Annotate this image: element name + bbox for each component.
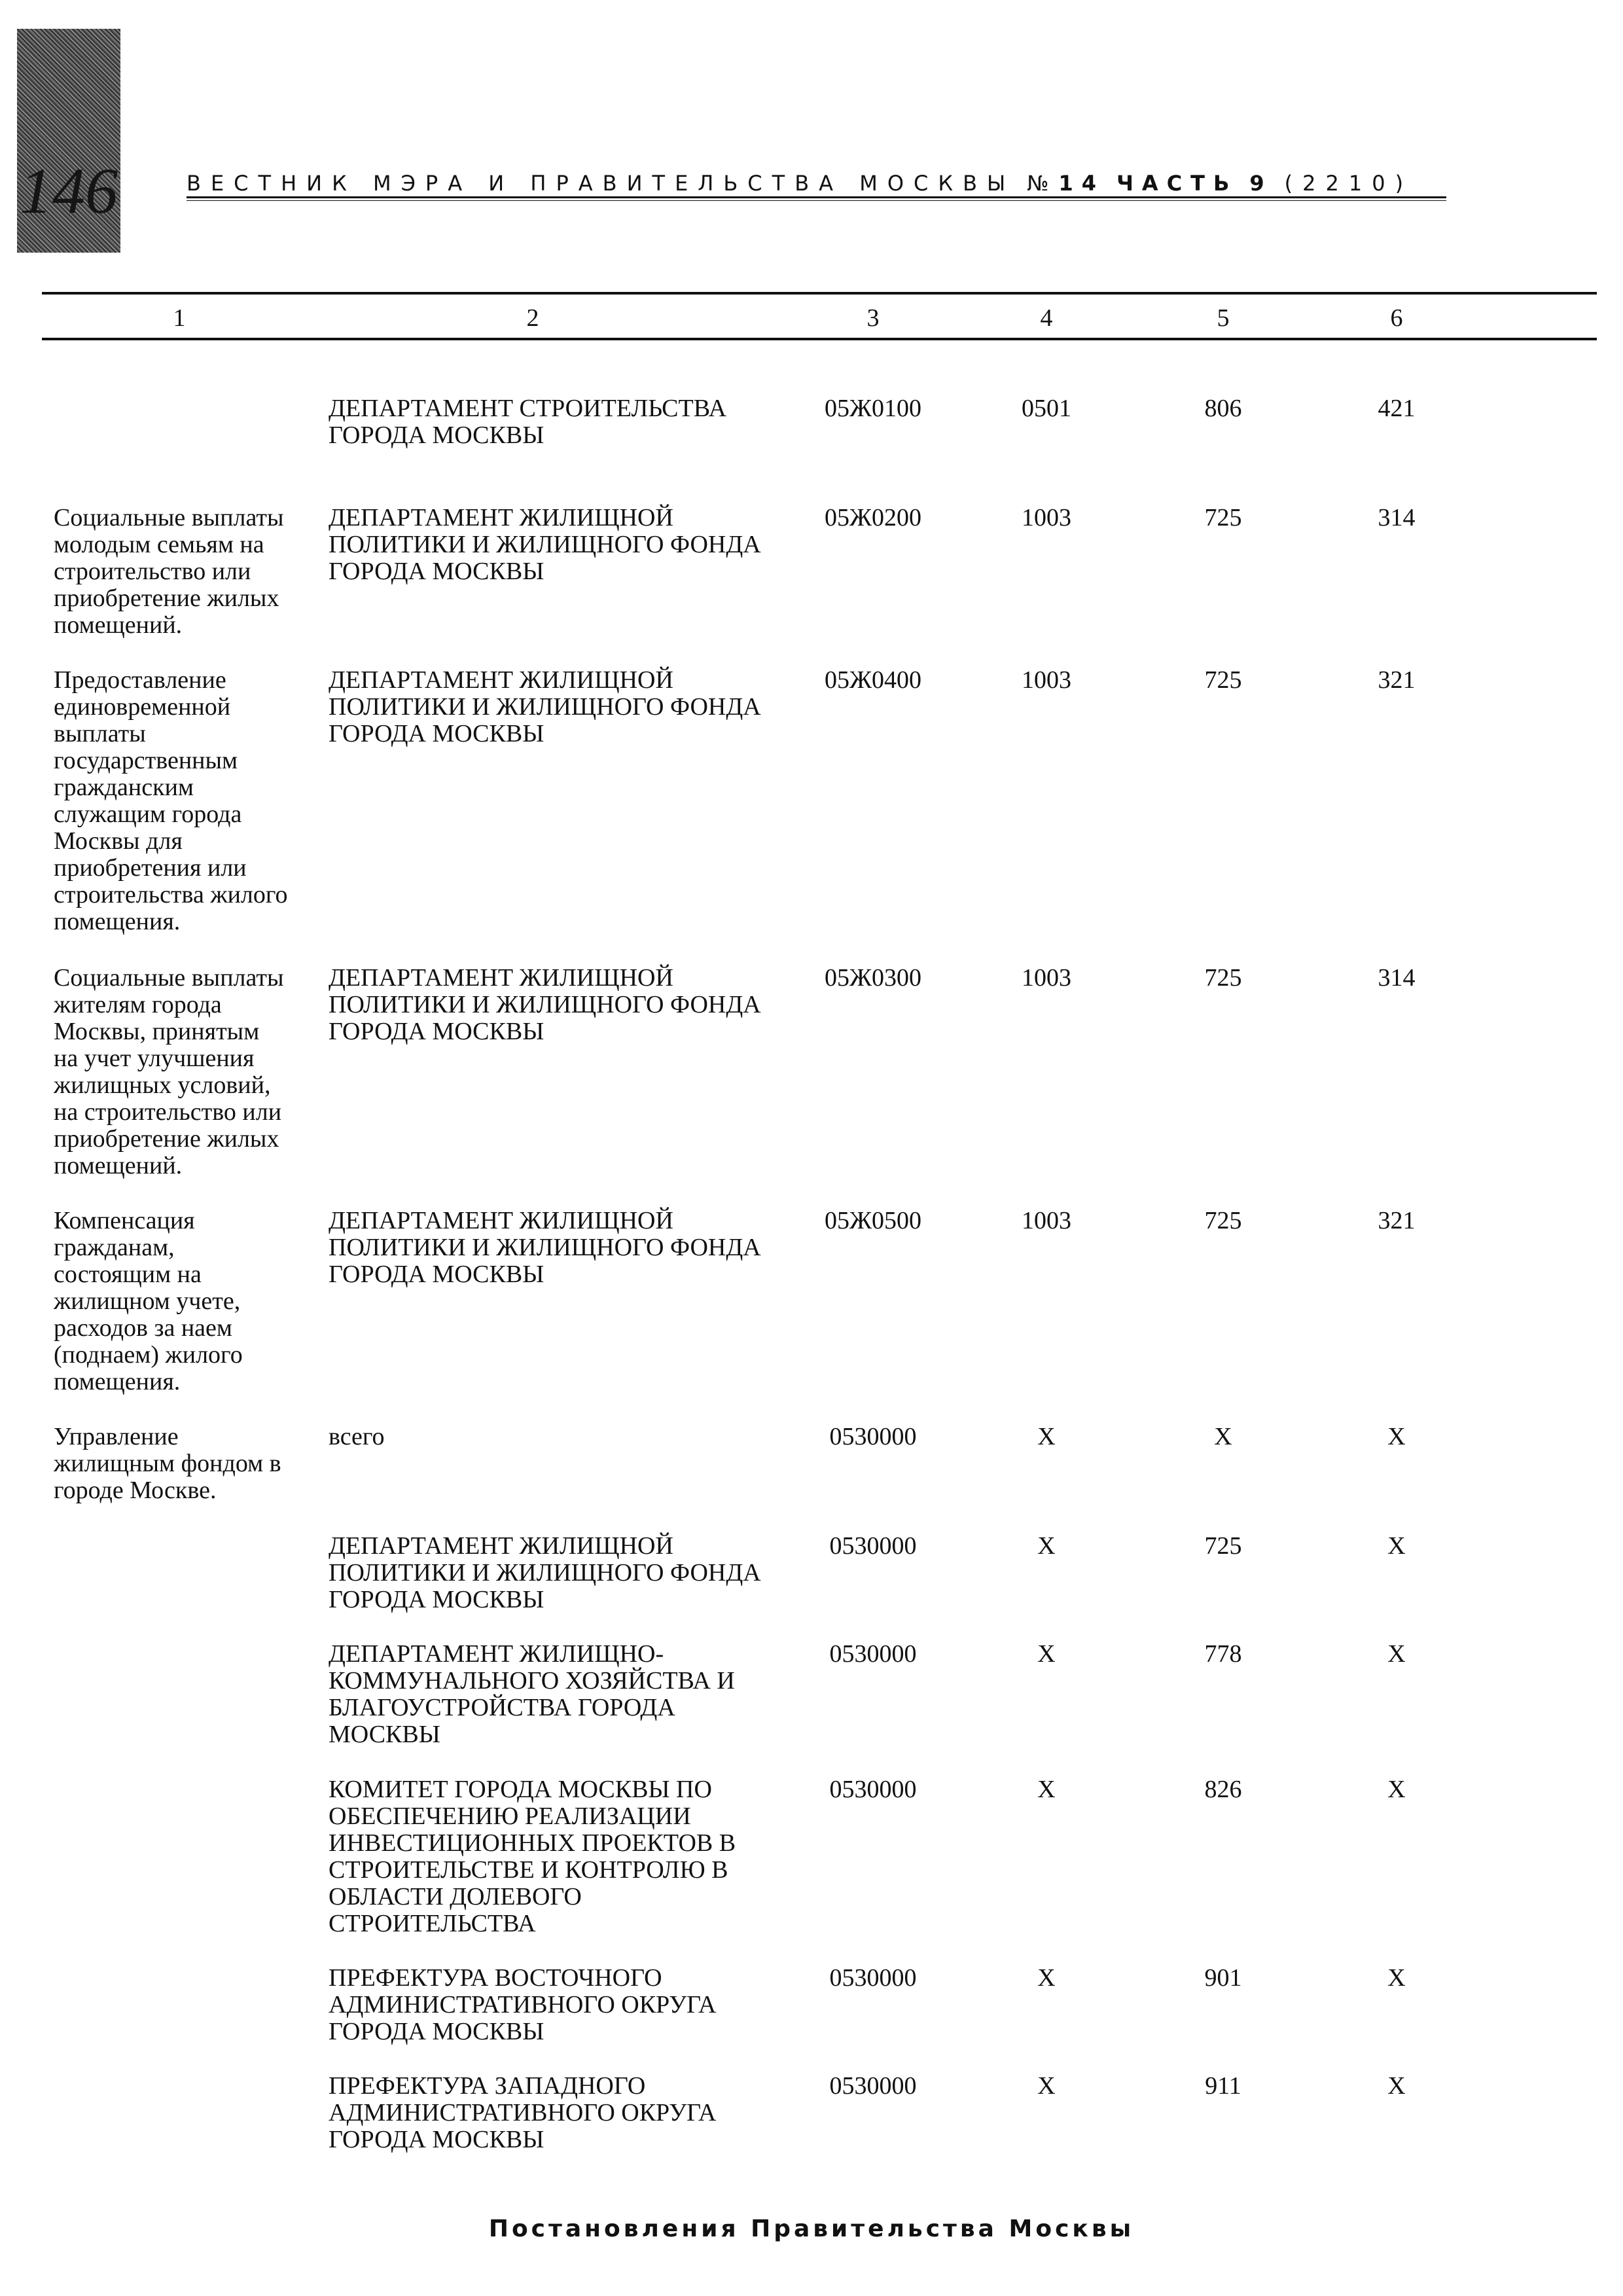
row-target-code: 0530000 xyxy=(829,2072,917,2100)
row-agency: ПРЕФЕКТУРА ЗАПАДНОГО АДМИНИСТРАТИВНОГО ОКРУГА ГОРОДА МОСКВЫ xyxy=(329,2072,717,2153)
page-number-block xyxy=(17,29,120,253)
row-purpose: Социальные выплаты молодым семьям на строительство или приобретение жилых помещений. xyxy=(54,504,284,639)
row-expense-type: 321 xyxy=(1378,1207,1416,1234)
masthead-title: ВЕСТНИК МЭРА И ПРАВИТЕЛЬСТВА МОСКВЫ xyxy=(187,171,1016,196)
table-header xyxy=(42,292,1597,340)
row-section-code: X xyxy=(1037,1964,1056,1992)
row-ministry-code: 725 xyxy=(1204,1532,1242,1560)
row-ministry-code: 901 xyxy=(1204,1964,1242,1992)
column-header-4: 4 xyxy=(1040,304,1053,332)
row-purpose: Социальные выплаты жителям города Москвы, принятым на учет улучшения жилищных условий, на строительство или приобретение жилых помещений. xyxy=(54,964,284,1179)
row-purpose: Управление жилищным фондом в городе Москве. xyxy=(54,1423,281,1504)
row-ministry-code: 725 xyxy=(1204,504,1242,531)
row-target-code: 05Ж0100 xyxy=(824,395,922,422)
masthead-number-sign: № xyxy=(1027,171,1059,196)
row-section-code: 1003 xyxy=(1022,964,1071,992)
row-agency: ДЕПАРТАМЕНТ СТРОИТЕЛЬСТВА ГОРОДА МОСКВЫ xyxy=(329,395,727,449)
row-expense-type: 314 xyxy=(1378,504,1416,531)
row-agency: ДЕПАРТАМЕНТ ЖИЛИЩНО-КОММУНАЛЬНОГО ХОЗЯЙСТВА И БЛАГОУСТРОЙСТВА ГОРОДА МОСКВЫ xyxy=(329,1640,735,1748)
row-ministry-code: 725 xyxy=(1204,1207,1242,1234)
row-section-code: 1003 xyxy=(1022,666,1071,694)
row-agency: ДЕПАРТАМЕНТ ЖИЛИЩНОЙ ПОЛИТИКИ И ЖИЛИЩНОГО ФОНДА ГОРОДА МОСКВЫ xyxy=(329,964,761,1045)
column-header-3: 3 xyxy=(866,304,880,332)
row-expense-type: 314 xyxy=(1378,964,1416,992)
row-agency: ДЕПАРТАМЕНТ ЖИЛИЩНОЙ ПОЛИТИКИ И ЖИЛИЩНОГО ФОНДА ГОРОДА МОСКВЫ xyxy=(329,666,761,747)
row-purpose: Предоставление единовременной выплаты государственным гражданским служащим города Москвы для приобретения или строительства жилого помещения. xyxy=(54,666,288,935)
row-ministry-code: 725 xyxy=(1204,964,1242,992)
row-agency: ДЕПАРТАМЕНТ ЖИЛИЩНОЙ ПОЛИТИКИ И ЖИЛИЩНОГО ФОНДА ГОРОДА МОСКВЫ xyxy=(329,504,761,585)
row-target-code: 05Ж0300 xyxy=(824,964,922,992)
row-ministry-code: X xyxy=(1214,1423,1232,1450)
row-ministry-code: 911 xyxy=(1205,2072,1241,2100)
row-section-code: X xyxy=(1037,1423,1056,1450)
row-target-code: 0530000 xyxy=(829,1640,917,1668)
page-footer: Постановления Правительства Москвы xyxy=(488,2215,1135,2242)
row-target-code: 0530000 xyxy=(829,1776,917,1803)
row-section-code: 1003 xyxy=(1022,1207,1071,1234)
row-agency: КОМИТЕТ ГОРОДА МОСКВЫ ПО ОБЕСПЕЧЕНИЮ РЕАЛИЗАЦИИ ИНВЕСТИЦИОННЫХ ПРОЕКТОВ В СТРОИТЕЛЬСТВЕ И КОНТРОЛЮ В ОБЛАСТИ ДОЛЕВОГО СТРОИТЕЛЬСТВА xyxy=(329,1776,736,1937)
column-header-5: 5 xyxy=(1217,304,1230,332)
row-section-code: X xyxy=(1037,2072,1056,2100)
row-expense-type: X xyxy=(1387,2072,1406,2100)
row-expense-type: X xyxy=(1387,1640,1406,1668)
row-target-code: 05Ж0400 xyxy=(824,666,922,694)
row-expense-type: X xyxy=(1387,1964,1406,1992)
row-target-code: 0530000 xyxy=(829,1532,917,1560)
budget-table xyxy=(42,292,1597,2153)
row-expense-type: X xyxy=(1387,1423,1406,1450)
row-target-code: 05Ж0500 xyxy=(824,1207,922,1234)
column-header-6: 6 xyxy=(1390,304,1403,332)
row-expense-type: 321 xyxy=(1378,666,1416,694)
row-agency: ДЕПАРТАМЕНТ ЖИЛИЩНОЙ ПОЛИТИКИ И ЖИЛИЩНОГО ФОНДА ГОРОДА МОСКВЫ xyxy=(329,1532,761,1613)
row-agency: всего xyxy=(329,1423,385,1450)
row-target-code: 0530000 xyxy=(829,1423,917,1450)
row-ministry-code: 778 xyxy=(1204,1640,1242,1668)
row-section-code: X xyxy=(1037,1532,1056,1560)
masthead-part-label: ЧАСТЬ xyxy=(1116,171,1238,196)
row-section-code: X xyxy=(1037,1776,1056,1803)
row-agency: ДЕПАРТАМЕНТ ЖИЛИЩНОЙ ПОЛИТИКИ И ЖИЛИЩНОГО ФОНДА ГОРОДА МОСКВЫ xyxy=(329,1207,761,1288)
masthead-issue-number: 14 xyxy=(1058,171,1105,196)
column-header-2: 2 xyxy=(526,304,539,332)
row-ministry-code: 725 xyxy=(1204,666,1242,694)
row-target-code: 05Ж0200 xyxy=(824,504,922,531)
row-section-code: X xyxy=(1037,1640,1056,1668)
row-ministry-code: 826 xyxy=(1204,1776,1242,1803)
row-section-code: 1003 xyxy=(1022,504,1071,531)
row-agency: ПРЕФЕКТУРА ВОСТОЧНОГО АДМИНИСТРАТИВНОГО ОКРУГА ГОРОДА МОСКВЫ xyxy=(329,1964,717,2045)
column-header-1: 1 xyxy=(173,304,186,332)
masthead-rule xyxy=(187,196,1446,201)
masthead-total-number: (2210) xyxy=(1284,171,1414,196)
row-expense-type: X xyxy=(1387,1532,1406,1560)
row-expense-type: 421 xyxy=(1378,395,1416,422)
masthead-part-number: 9 xyxy=(1249,171,1273,196)
row-expense-type: X xyxy=(1387,1776,1406,1803)
page-number: 146 xyxy=(20,154,118,227)
row-target-code: 0530000 xyxy=(829,1964,917,1992)
row-ministry-code: 806 xyxy=(1204,395,1242,422)
row-purpose: Компенсация гражданам, состоящим на жилищном учете, расходов за наем (поднаем) жилого помещения. xyxy=(54,1207,243,1395)
row-section-code: 0501 xyxy=(1022,395,1071,422)
